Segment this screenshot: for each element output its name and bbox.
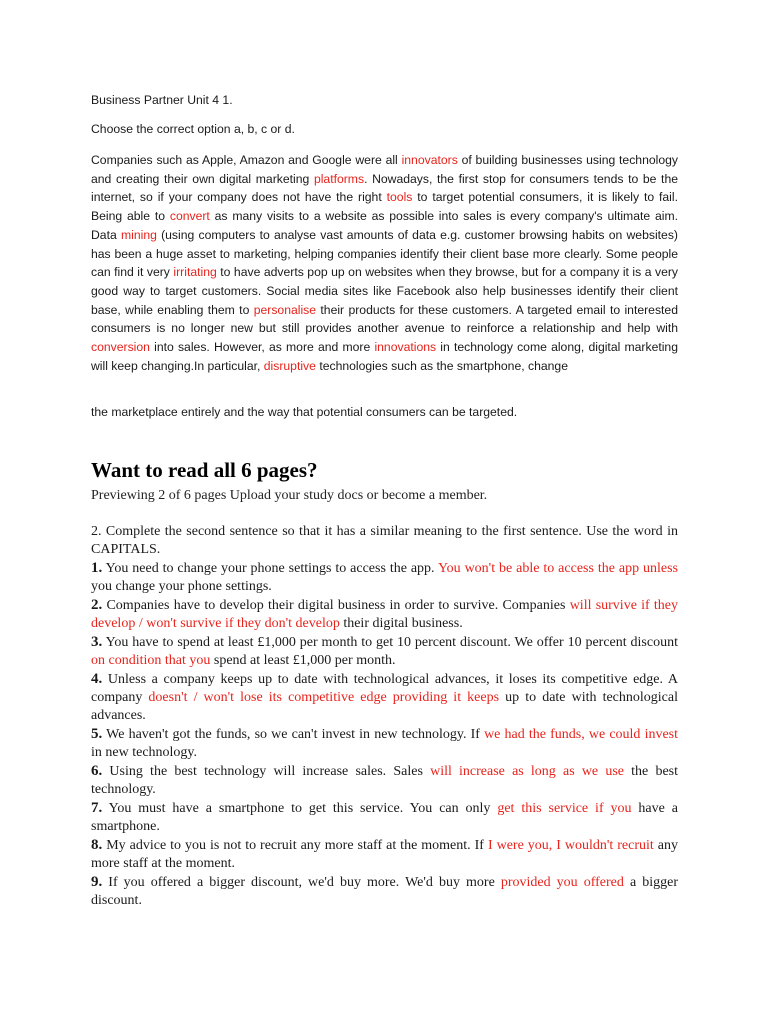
text-segment: as many visits to a website as possible into sales is every company's ultimate aim. Data: [91, 209, 678, 242]
answer-highlight: innovators: [401, 153, 458, 167]
item-number: 7.: [91, 800, 103, 816]
text-segment: spend at least £1,000 per month.: [210, 653, 396, 668]
answer-highlight: I were you, I wouldn't recruit: [487, 838, 654, 853]
answer-item: [91, 633, 678, 670]
answer-item: [91, 762, 678, 799]
answer-item: [91, 836, 678, 873]
answer-highlight: will survive if they develop / won't survive if they don't develop: [91, 598, 679, 631]
answer-highlight: mining: [120, 227, 157, 242]
text-segment: to target potential consumers, it is likely to fail. Being able to: [91, 190, 678, 224]
text-segment: have a smartphone.: [91, 801, 678, 834]
section-2-instruction: 2. Complete the second sentence so that it has a similar meaning to the first sentence. Use the word in CAPITALS.: [91, 524, 678, 557]
answer-item: [91, 725, 678, 762]
text-segment: of building businesses using technology and creating their own digital marketing: [91, 153, 678, 186]
text-segment: My advice to you is not to recruit any more staff at the moment. If: [102, 838, 488, 853]
text-segment: technologies such as the smartphone, change: [315, 358, 568, 373]
answer-list: [91, 559, 678, 910]
answer-highlight: personalise: [253, 302, 317, 317]
answer-highlight: convert: [169, 209, 210, 224]
item-number: 3.: [91, 634, 103, 650]
text-segment: in technology come along, digital marketing will keep changing.In particular,: [91, 340, 678, 373]
text-segment: the best technology.: [91, 764, 678, 797]
item-number: 1.: [91, 560, 103, 576]
text-segment: into sales. However, as more and more: [149, 340, 375, 355]
text-segment: . Nowadays, the first stop for consumers tends to be the internet, so if your company does not have the right: [91, 171, 679, 205]
answer-highlight: provided you offered: [500, 875, 624, 890]
text-segment: Unless a company keeps up to date with technological advances, it loses its competitive edge. A company: [91, 672, 678, 705]
answer-item: [91, 873, 678, 910]
text-segment: Companies have to develop their digital business in order to survive. Companies: [102, 598, 570, 613]
preview-heading: Want to read all 6 pages?: [91, 458, 318, 482]
answer-item: [91, 799, 678, 836]
text-segment: Companies such as Apple, Amazon and Google were all: [91, 153, 402, 167]
answer-item: [91, 559, 678, 596]
answer-highlight: doesn't / won't lose its competitive edge providing it keeps: [148, 690, 500, 705]
text-segment: their digital business.: [339, 616, 463, 631]
item-number: 5.: [91, 726, 103, 742]
item-number: 8.: [91, 837, 103, 853]
answer-highlight: get this service if you: [497, 801, 632, 816]
text-segment: to have adverts pop up on websites when they browse, but for a company it is a very good way to target customers. Social media sites like Facebook also help businesses identify their client base, while enabling them to: [91, 265, 679, 317]
preview-subtext: Previewing 2 of 6 pages Upload your study docs or become a member.: [91, 488, 488, 503]
text-segment: (using computers to analyse vast amounts of data e.g. customer browsing habits on websites) has been a huge asset to marketing, helping companies identify their client base more clearly. Some people can find it very: [91, 227, 678, 280]
answer-highlight: tools: [386, 190, 413, 205]
text-segment: any more staff at the moment.: [91, 838, 678, 871]
text-segment: You must have a smartphone to get this service. You can only: [102, 801, 498, 816]
answer-highlight: conversion: [91, 340, 150, 355]
text-segment: in new technology.: [91, 745, 198, 760]
exercise-instruction: Choose the correct option a, b, c or d.: [91, 122, 295, 136]
answer-highlight: irritating: [173, 265, 217, 280]
text-segment: you change your phone settings.: [91, 579, 272, 594]
text-segment: Using the best technology will increase sales. Sales: [102, 764, 431, 779]
text-segment: We haven't got the funds, so we can't invest in new technology. If: [102, 727, 485, 742]
text-segment: You need to change your phone settings to access the app.: [102, 561, 438, 576]
document-title: Business Partner Unit 4 1.: [91, 93, 233, 107]
text-segment: their products for these customers. A targeted email to interested consumers is no longer new but still provides another avenue to reinforce a relationship and help with: [91, 302, 678, 336]
paragraph-last-line: the marketplace entirely and the way that potential consumers can be targeted.: [91, 405, 518, 419]
answer-highlight: innovations: [374, 340, 437, 355]
text-segment: If you offered a bigger discount, we'd buy more. We'd buy more: [102, 875, 501, 890]
answer-highlight: on condition that you: [91, 653, 211, 668]
item-number: 4.: [91, 671, 103, 687]
item-number: 2.: [91, 597, 103, 613]
answer-highlight: You won't be able to access the app unless: [437, 561, 678, 576]
answer-highlight: disruptive: [263, 358, 316, 373]
text-segment: a bigger discount.: [91, 875, 678, 908]
answer-item: [91, 670, 678, 725]
item-number: 6.: [91, 763, 103, 779]
text-segment: up to date with technological advances.: [91, 690, 678, 723]
answer-highlight: will increase as long as we use: [430, 764, 624, 779]
section-2: [91, 523, 678, 910]
answer-highlight: platforms: [313, 171, 365, 186]
answer-highlight: we had the funds, we could invest: [484, 727, 679, 742]
text-segment: You have to spend at least £1,000 per month to get 10 percent discount. We offer 10 percent discount: [102, 635, 678, 650]
answer-item: [91, 596, 678, 633]
item-number: 9.: [91, 874, 103, 890]
exercise-paragraph: [91, 151, 678, 375]
